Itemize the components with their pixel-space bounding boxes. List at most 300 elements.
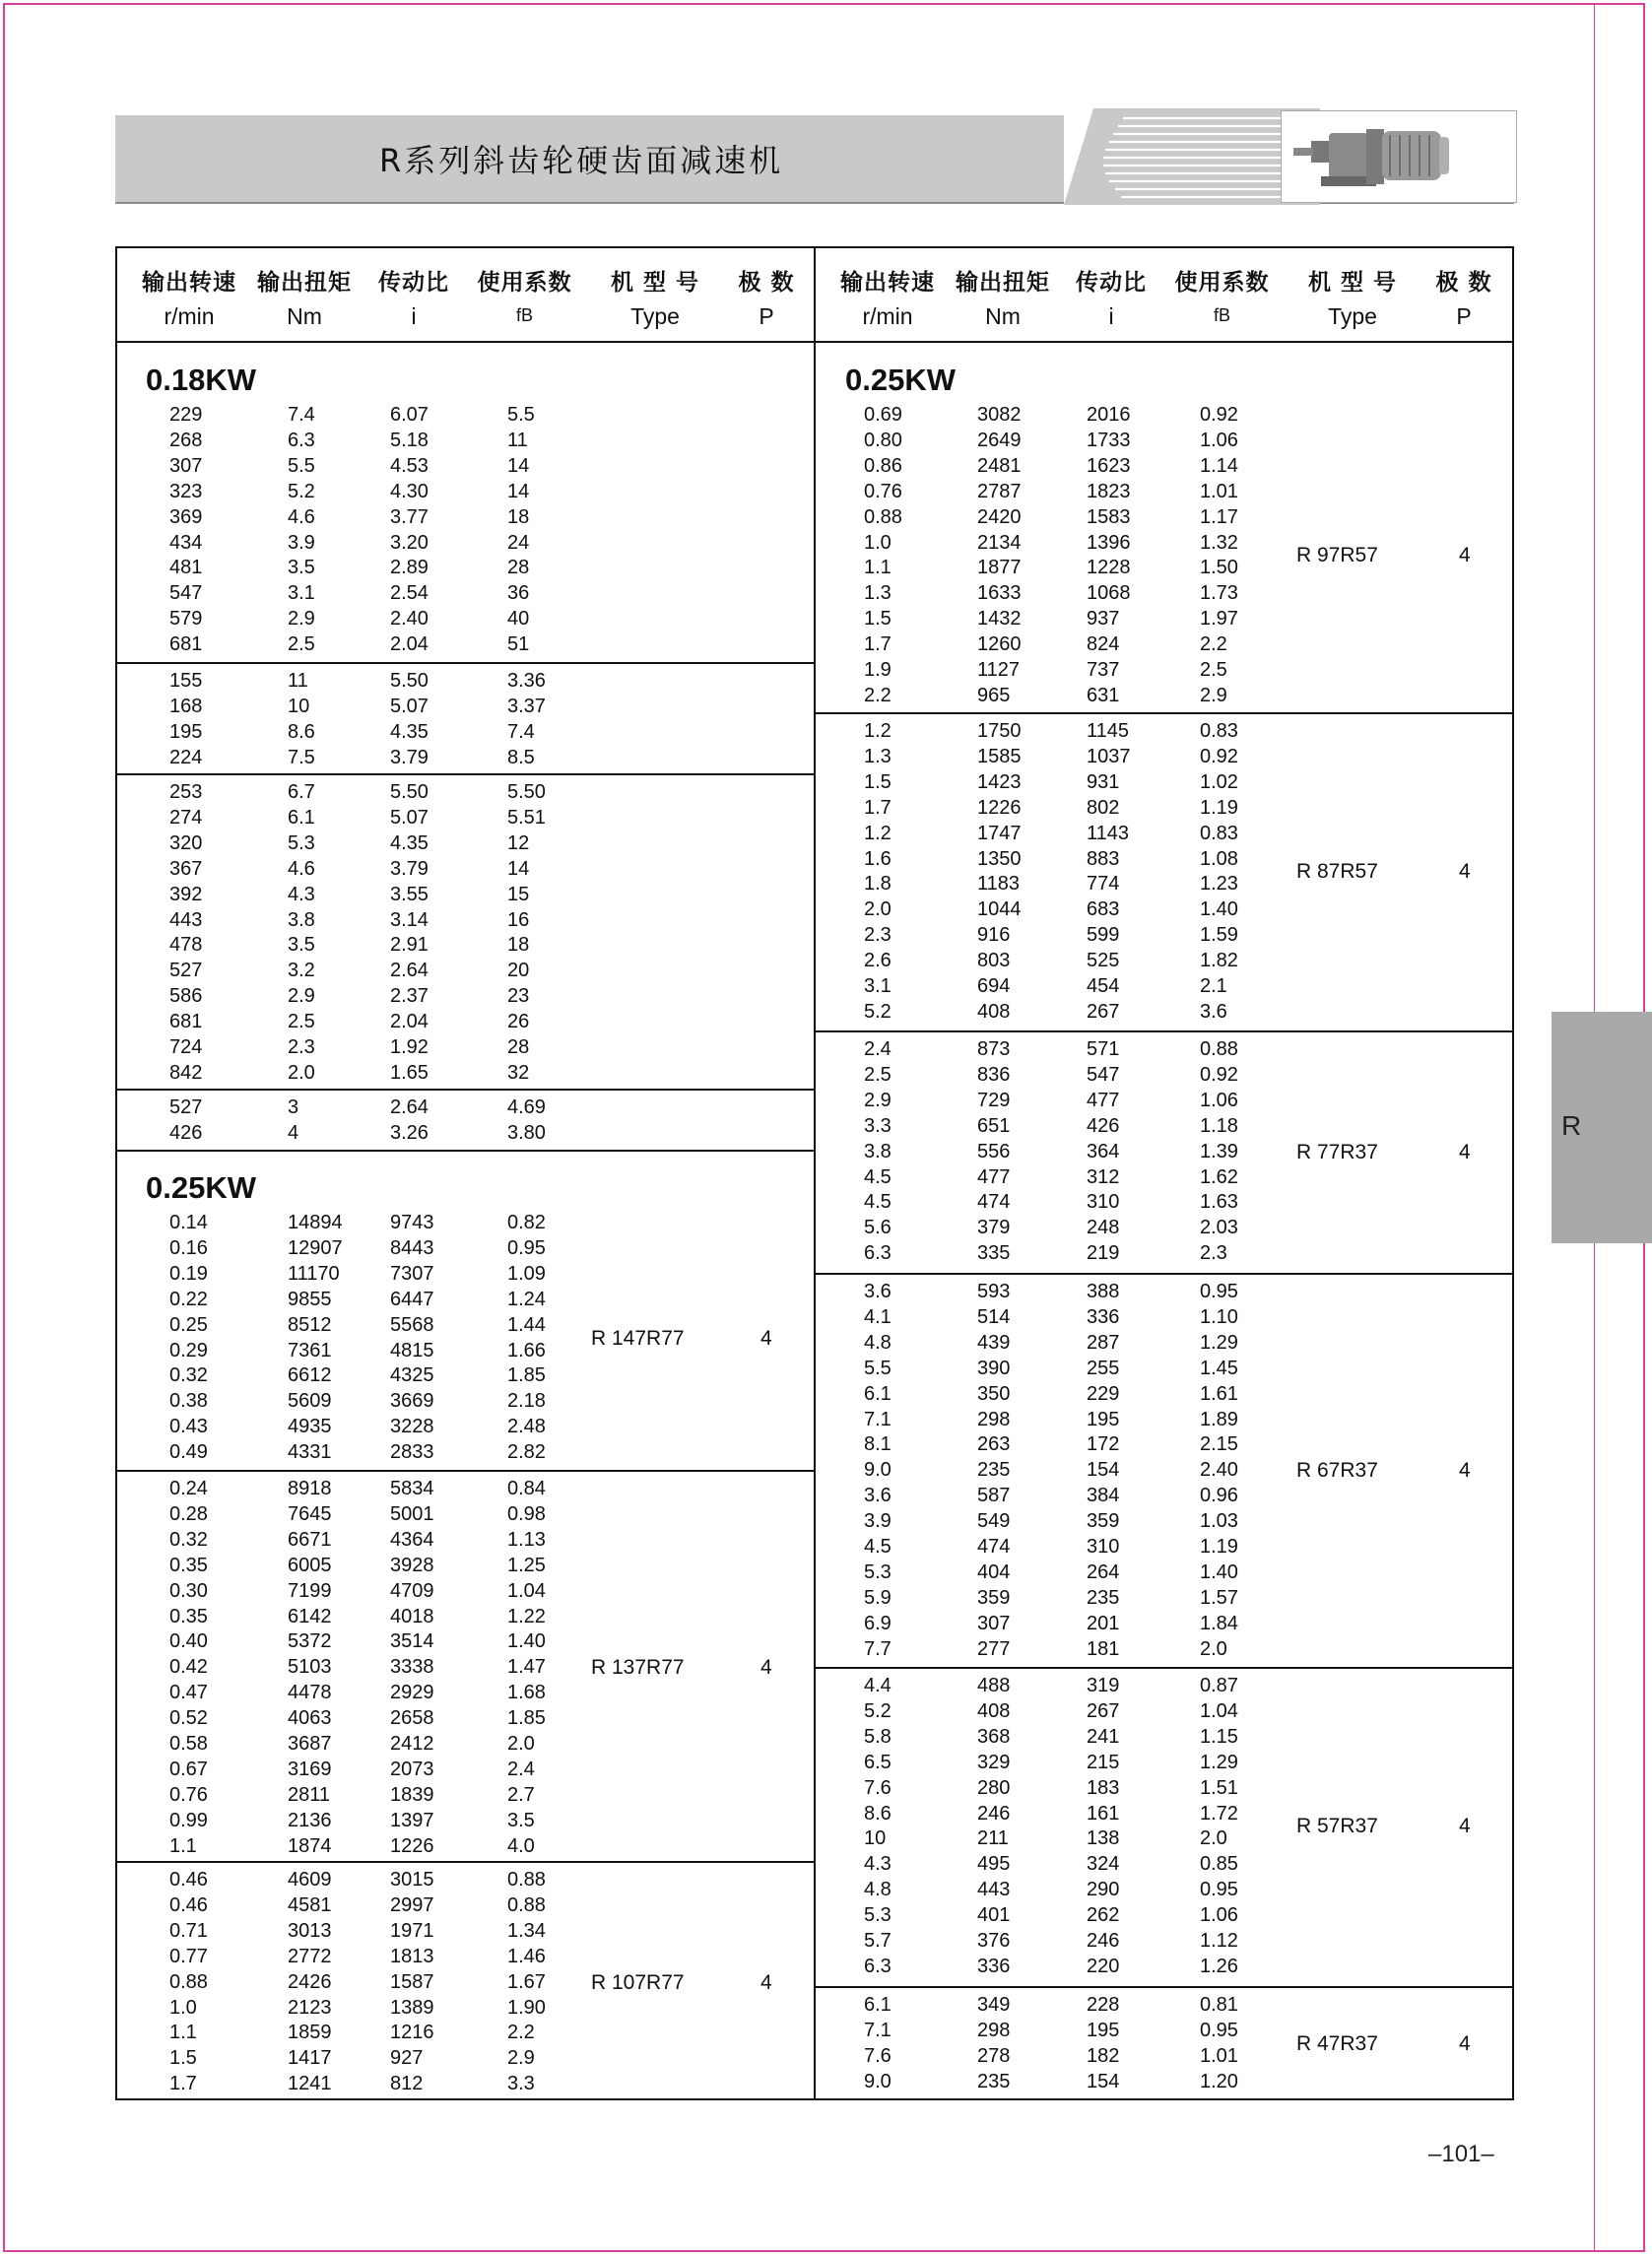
speed-value: 274 bbox=[169, 806, 203, 829]
torque-value: 5372 bbox=[288, 1630, 332, 1653]
torque-value: 5.2 bbox=[288, 480, 315, 502]
ratio-value: 154 bbox=[1087, 2070, 1120, 2092]
ratio-value: 290 bbox=[1087, 1879, 1120, 1901]
torque-value: 1226 bbox=[977, 796, 1022, 819]
speed-value: 4.5 bbox=[864, 1165, 892, 1188]
ratio-value: 5834 bbox=[390, 1478, 434, 1499]
torque-value: 8.6 bbox=[288, 720, 315, 743]
ratio-value: 4815 bbox=[390, 1339, 434, 1361]
group-separator bbox=[115, 773, 814, 775]
speed-value: 2.3 bbox=[864, 924, 892, 947]
factor-value: 1.90 bbox=[507, 1996, 546, 2019]
factor-value: 1.39 bbox=[1200, 1140, 1238, 1162]
ratio-value: 183 bbox=[1087, 1776, 1120, 1799]
pole-count: 4 bbox=[1459, 1459, 1471, 1483]
torque-value: 5609 bbox=[288, 1390, 332, 1413]
factor-value: 1.84 bbox=[1200, 1612, 1238, 1634]
factor-value: 1.72 bbox=[1200, 1802, 1238, 1825]
model-type-label: R 77R37 bbox=[1296, 1140, 1378, 1163]
speed-value: 8.1 bbox=[864, 1433, 892, 1456]
factor-value: 2.15 bbox=[1200, 1433, 1238, 1456]
torque-value: 390 bbox=[977, 1357, 1011, 1379]
factor-value: 32 bbox=[507, 1061, 530, 1084]
factor-value: 24 bbox=[507, 531, 530, 554]
torque-value: 1417 bbox=[288, 2047, 332, 2070]
speed-value: 0.19 bbox=[169, 1262, 208, 1285]
torque-value: 1750 bbox=[977, 720, 1022, 742]
ratio-value: 336 bbox=[1087, 1305, 1120, 1328]
speed-value: 0.46 bbox=[169, 1893, 208, 1916]
speed-value: 0.14 bbox=[169, 1212, 208, 1233]
ratio-value: 2658 bbox=[390, 1707, 434, 1730]
factor-value: 2.3 bbox=[1200, 1242, 1227, 1265]
col-poles-en: P bbox=[1456, 303, 1472, 329]
ratio-value: 426 bbox=[1087, 1114, 1120, 1137]
ratio-value: 1813 bbox=[390, 1945, 434, 1967]
ratio-value: 2.64 bbox=[390, 960, 429, 982]
torque-value: 7.5 bbox=[288, 746, 315, 768]
factor-value: 1.06 bbox=[1200, 1089, 1238, 1111]
ratio-value: 181 bbox=[1087, 1637, 1120, 1660]
factor-value: 0.96 bbox=[1200, 1485, 1238, 1507]
model-type-label: R 97R57 bbox=[1296, 544, 1378, 567]
factor-value: 1.40 bbox=[507, 1630, 546, 1653]
col-torque-cn: 输出扭矩 bbox=[257, 270, 352, 296]
factor-value: 2.9 bbox=[507, 2047, 535, 2070]
torque-value: 6612 bbox=[288, 1364, 332, 1387]
speed-value: 1.3 bbox=[864, 745, 892, 767]
torque-value: 5.5 bbox=[288, 454, 315, 477]
torque-value: 7.4 bbox=[288, 404, 315, 426]
col-torque-en: Nm bbox=[287, 303, 322, 329]
speed-value: 5.9 bbox=[864, 1586, 892, 1609]
speed-value: 4.4 bbox=[864, 1675, 892, 1696]
speed-value: 681 bbox=[169, 633, 203, 656]
speed-value: 195 bbox=[169, 720, 203, 743]
col-speed-cn: 输出转速 bbox=[142, 270, 236, 296]
speed-value: 5.8 bbox=[864, 1725, 892, 1748]
torque-value: 211 bbox=[977, 1827, 1009, 1850]
torque-value: 6005 bbox=[288, 1554, 332, 1576]
ratio-value: 287 bbox=[1087, 1331, 1120, 1354]
col-speed-cn: 输出转速 bbox=[840, 270, 935, 296]
ratio-value: 937 bbox=[1087, 608, 1120, 631]
factor-value: 0.87 bbox=[1200, 1675, 1238, 1696]
speed-value: 320 bbox=[169, 831, 203, 854]
torque-value: 1432 bbox=[977, 608, 1022, 631]
factor-value: 40 bbox=[507, 608, 530, 631]
ratio-value: 3.79 bbox=[390, 857, 429, 880]
group-separator bbox=[115, 1089, 814, 1091]
section-title-018kw: 0.18KW bbox=[146, 363, 256, 397]
torque-value: 488 bbox=[977, 1675, 1011, 1696]
speed-value: 1.0 bbox=[169, 1996, 197, 2019]
ratio-value: 324 bbox=[1087, 1853, 1120, 1876]
torque-value: 2787 bbox=[977, 480, 1022, 502]
speed-value: 392 bbox=[169, 883, 203, 905]
torque-value: 587 bbox=[977, 1485, 1011, 1507]
factor-value: 1.06 bbox=[1200, 1904, 1238, 1927]
ratio-value: 1587 bbox=[390, 1970, 434, 1993]
speed-value: 0.28 bbox=[169, 1502, 208, 1525]
torque-value: 10 bbox=[288, 695, 310, 717]
speed-value: 527 bbox=[169, 960, 203, 982]
torque-value: 3.5 bbox=[288, 934, 315, 957]
factor-value: 14 bbox=[507, 480, 530, 502]
factor-value: 18 bbox=[507, 505, 530, 528]
speed-value: 168 bbox=[169, 695, 203, 717]
torque-value: 3013 bbox=[288, 1919, 332, 1942]
speed-value: 527 bbox=[169, 1096, 203, 1118]
ratio-value: 1389 bbox=[390, 1996, 434, 2019]
ratio-value: 737 bbox=[1087, 659, 1120, 681]
ratio-value: 774 bbox=[1087, 873, 1120, 896]
section-title-025kw-left: 0.25KW bbox=[146, 1170, 256, 1205]
ratio-value: 201 bbox=[1087, 1612, 1120, 1634]
ratio-value: 3928 bbox=[390, 1554, 434, 1576]
torque-value: 916 bbox=[977, 924, 1011, 947]
torque-value: 6142 bbox=[288, 1605, 332, 1627]
ratio-value: 1037 bbox=[1087, 745, 1131, 767]
ratio-value: 8443 bbox=[390, 1236, 434, 1259]
torque-value: 2649 bbox=[977, 429, 1022, 451]
model-type-label: R 147R77 bbox=[591, 1326, 685, 1350]
col-type-en: Type bbox=[630, 303, 680, 329]
torque-value: 278 bbox=[977, 2044, 1011, 2067]
factor-value: 1.59 bbox=[1200, 924, 1238, 947]
factor-value: 26 bbox=[507, 1011, 530, 1033]
factor-value: 0.92 bbox=[1200, 404, 1238, 426]
factor-value: 1.47 bbox=[507, 1656, 546, 1679]
speed-value: 5.3 bbox=[864, 1904, 892, 1927]
col-factor-cn: 使用系数 bbox=[477, 270, 572, 296]
factor-value: 28 bbox=[507, 1036, 530, 1058]
speed-value: 586 bbox=[169, 985, 203, 1008]
speed-value: 4.8 bbox=[864, 1331, 892, 1354]
factor-value: 2.40 bbox=[1200, 1459, 1238, 1482]
torque-value: 4935 bbox=[288, 1416, 332, 1438]
col-factor-en: fB bbox=[1213, 305, 1230, 325]
torque-value: 408 bbox=[977, 1000, 1011, 1023]
torque-value: 2123 bbox=[288, 1996, 332, 2019]
factor-value: 4.69 bbox=[507, 1096, 546, 1118]
torque-value: 12907 bbox=[288, 1236, 343, 1259]
torque-value: 729 bbox=[977, 1089, 1011, 1111]
factor-value: 20 bbox=[507, 960, 530, 982]
ratio-value: 1397 bbox=[390, 1809, 434, 1831]
factor-value: 1.02 bbox=[1200, 770, 1238, 793]
torque-value: 2.3 bbox=[288, 1036, 315, 1058]
torque-value: 1877 bbox=[977, 557, 1022, 579]
torque-value: 3687 bbox=[288, 1733, 332, 1755]
factor-value: 3.80 bbox=[507, 1121, 546, 1144]
factor-value: 0.95 bbox=[1200, 1879, 1238, 1901]
speed-value: 6.1 bbox=[864, 1994, 892, 2016]
speed-value: 7.6 bbox=[864, 2044, 892, 2067]
torque-value: 2136 bbox=[288, 1809, 332, 1831]
ratio-value: 248 bbox=[1087, 1217, 1120, 1239]
col-ratio-en: i bbox=[1108, 303, 1114, 329]
col-ratio-en: i bbox=[411, 303, 417, 329]
factor-value: 1.19 bbox=[1200, 1536, 1238, 1558]
torque-value: 1633 bbox=[977, 582, 1022, 605]
group-separator bbox=[814, 1030, 1514, 1032]
torque-value: 3082 bbox=[977, 404, 1022, 426]
speed-value: 5.2 bbox=[864, 1000, 892, 1023]
ratio-value: 312 bbox=[1087, 1165, 1120, 1188]
torque-value: 4609 bbox=[288, 1869, 332, 1891]
factor-value: 0.88 bbox=[507, 1893, 546, 1916]
ratio-value: 5.07 bbox=[390, 695, 429, 717]
ratio-value: 195 bbox=[1087, 2019, 1120, 2041]
ratio-value: 2929 bbox=[390, 1682, 434, 1704]
speed-value: 8.6 bbox=[864, 1802, 892, 1825]
ratio-value: 364 bbox=[1087, 1140, 1120, 1162]
ratio-value: 1226 bbox=[390, 1834, 434, 1857]
torque-value: 3.8 bbox=[288, 908, 315, 931]
torque-value: 246 bbox=[977, 1802, 1011, 1825]
speed-value: 1.1 bbox=[169, 1834, 197, 1857]
speed-value: 2.5 bbox=[864, 1063, 892, 1086]
factor-value: 1.09 bbox=[507, 1262, 546, 1285]
speed-value: 0.49 bbox=[169, 1441, 208, 1464]
factor-value: 14 bbox=[507, 454, 530, 477]
model-type-label: R 57R37 bbox=[1296, 1815, 1378, 1838]
speed-value: 0.32 bbox=[169, 1364, 208, 1387]
factor-value: 1.01 bbox=[1200, 2044, 1238, 2067]
factor-value: 3.5 bbox=[507, 1809, 535, 1831]
torque-value: 2.5 bbox=[288, 633, 315, 656]
ratio-value: 2.04 bbox=[390, 633, 429, 656]
speed-value: 0.46 bbox=[169, 1869, 208, 1891]
speed-value: 7.1 bbox=[864, 1408, 892, 1430]
factor-value: 1.85 bbox=[507, 1364, 546, 1387]
speed-value: 0.24 bbox=[169, 1478, 208, 1499]
factor-value: 1.85 bbox=[507, 1707, 546, 1730]
factor-value: 0.95 bbox=[507, 1236, 546, 1259]
ratio-value: 4325 bbox=[390, 1364, 434, 1387]
col-type-cn: 机 型 号 bbox=[610, 270, 699, 296]
pole-count: 4 bbox=[1459, 1140, 1471, 1163]
speed-value: 1.3 bbox=[864, 582, 892, 605]
speed-value: 6.9 bbox=[864, 1612, 892, 1634]
speed-value: 0.88 bbox=[864, 505, 902, 528]
col-type-cn: 机 型 号 bbox=[1307, 270, 1397, 296]
torque-value: 474 bbox=[977, 1191, 1011, 1214]
factor-value: 1.01 bbox=[1200, 480, 1238, 502]
speed-value: 9.0 bbox=[864, 1459, 892, 1482]
factor-value: 1.25 bbox=[507, 1554, 546, 1576]
ratio-value: 154 bbox=[1087, 1459, 1120, 1482]
factor-value: 0.92 bbox=[1200, 745, 1238, 767]
ratio-value: 1143 bbox=[1087, 822, 1130, 844]
col-torque-cn: 输出扭矩 bbox=[956, 270, 1050, 296]
ratio-value: 2833 bbox=[390, 1441, 434, 1464]
torque-value: 1747 bbox=[977, 822, 1022, 844]
torque-value: 443 bbox=[977, 1879, 1011, 1901]
torque-value: 336 bbox=[977, 1955, 1011, 1977]
factor-value: 2.9 bbox=[1200, 684, 1227, 706]
factor-value: 3.6 bbox=[1200, 1000, 1227, 1023]
torque-value: 1044 bbox=[977, 898, 1022, 921]
torque-value: 1859 bbox=[288, 2022, 332, 2044]
speed-value: 229 bbox=[169, 404, 203, 426]
torque-value: 7361 bbox=[288, 1339, 332, 1361]
factor-value: 1.50 bbox=[1200, 557, 1238, 579]
ratio-value: 9743 bbox=[390, 1212, 434, 1233]
speed-value: 681 bbox=[169, 1011, 203, 1033]
ratio-value: 195 bbox=[1087, 1408, 1120, 1430]
factor-value: 0.81 bbox=[1200, 1994, 1238, 2016]
ratio-value: 172 bbox=[1087, 1433, 1120, 1456]
speed-value: 5.7 bbox=[864, 1930, 892, 1952]
torque-value: 3.2 bbox=[288, 960, 315, 982]
speed-value: 0.76 bbox=[864, 480, 902, 502]
factor-value: 2.82 bbox=[507, 1441, 546, 1464]
ratio-value: 2073 bbox=[390, 1758, 434, 1780]
ratio-value: 246 bbox=[1087, 1930, 1120, 1952]
ratio-value: 631 bbox=[1087, 684, 1120, 706]
ratio-value: 547 bbox=[1087, 1063, 1120, 1086]
factor-value: 1.68 bbox=[507, 1682, 546, 1704]
col-factor-en: fB bbox=[515, 305, 533, 325]
torque-value: 8512 bbox=[288, 1313, 332, 1336]
factor-value: 1.40 bbox=[1200, 1560, 1238, 1583]
col-ratio-cn: 传动比 bbox=[1076, 270, 1147, 296]
group-separator bbox=[115, 1470, 814, 1472]
speed-value: 6.5 bbox=[864, 1751, 892, 1773]
factor-value: 18 bbox=[507, 934, 530, 957]
factor-value: 2.48 bbox=[507, 1416, 546, 1438]
factor-value: 1.67 bbox=[507, 1970, 546, 1993]
ratio-value: 525 bbox=[1087, 950, 1120, 972]
speed-value: 3.3 bbox=[864, 1114, 892, 1137]
torque-value: 6.3 bbox=[288, 429, 315, 451]
ratio-value: 1.65 bbox=[390, 1061, 429, 1084]
speed-value: 478 bbox=[169, 934, 203, 957]
ratio-value: 262 bbox=[1087, 1904, 1120, 1927]
ratio-value: 1068 bbox=[1087, 582, 1131, 605]
torque-value: 235 bbox=[977, 1459, 1011, 1482]
section-title-025kw-right: 0.25KW bbox=[845, 363, 956, 397]
gearmotor-icon bbox=[1282, 111, 1516, 202]
ratio-value: 3015 bbox=[390, 1869, 434, 1891]
ratio-value: 2.64 bbox=[390, 1096, 429, 1118]
speed-value: 5.6 bbox=[864, 1217, 892, 1239]
torque-value: 1350 bbox=[977, 847, 1022, 870]
torque-value: 4 bbox=[288, 1121, 299, 1144]
speed-value: 443 bbox=[169, 908, 203, 931]
torque-value: 408 bbox=[977, 1699, 1011, 1722]
factor-value: 1.51 bbox=[1200, 1776, 1238, 1799]
torque-value: 298 bbox=[977, 2019, 1011, 2041]
group-separator bbox=[115, 1150, 814, 1152]
group-separator bbox=[814, 1667, 1514, 1669]
factor-value: 0.98 bbox=[507, 1502, 546, 1525]
torque-value: 329 bbox=[977, 1751, 1011, 1773]
torque-value: 2.5 bbox=[288, 1011, 315, 1033]
factor-value: 2.7 bbox=[507, 1783, 535, 1806]
ratio-value: 241 bbox=[1087, 1725, 1120, 1748]
speed-value: 3.6 bbox=[864, 1281, 892, 1302]
ratio-value: 310 bbox=[1087, 1191, 1120, 1214]
side-tab-label: R bbox=[1561, 1110, 1582, 1141]
speed-value: 7.7 bbox=[864, 1637, 892, 1660]
torque-value: 3169 bbox=[288, 1758, 332, 1780]
ratio-value: 4709 bbox=[390, 1579, 434, 1602]
gearmotor-image bbox=[1281, 110, 1517, 203]
torque-value: 2.9 bbox=[288, 985, 315, 1008]
torque-value: 7645 bbox=[288, 1502, 332, 1525]
speed-value: 1.2 bbox=[864, 822, 892, 844]
torque-value: 349 bbox=[977, 1994, 1011, 2016]
ratio-value: 4018 bbox=[390, 1605, 434, 1627]
factor-value: 1.46 bbox=[507, 1945, 546, 1967]
speed-value: 0.22 bbox=[169, 1288, 208, 1310]
ratio-value: 5.50 bbox=[390, 781, 429, 803]
speed-value: 0.86 bbox=[864, 454, 902, 477]
speed-value: 0.38 bbox=[169, 1390, 208, 1413]
speed-value: 0.67 bbox=[169, 1758, 208, 1780]
ratio-value: 5001 bbox=[390, 1502, 434, 1525]
factor-value: 51 bbox=[507, 633, 530, 656]
ratio-value: 3.55 bbox=[390, 883, 429, 905]
torque-value: 404 bbox=[977, 1560, 1011, 1583]
torque-value: 1585 bbox=[977, 745, 1022, 767]
ratio-value: 3.77 bbox=[390, 505, 429, 528]
ratio-value: 319 bbox=[1087, 1675, 1120, 1696]
ratio-value: 802 bbox=[1087, 796, 1120, 819]
speed-value: 1.2 bbox=[864, 720, 892, 742]
factor-value: 1.57 bbox=[1200, 1586, 1238, 1609]
factor-value: 1.62 bbox=[1200, 1165, 1238, 1188]
speed-value: 3.9 bbox=[864, 1510, 892, 1533]
speed-value: 0.88 bbox=[169, 1970, 208, 1993]
ratio-value: 1823 bbox=[1087, 480, 1131, 502]
model-type-label: R 67R37 bbox=[1296, 1459, 1378, 1483]
ratio-value: 2412 bbox=[390, 1733, 434, 1755]
pole-count: 4 bbox=[1459, 1815, 1471, 1838]
speed-value: 6.3 bbox=[864, 1955, 892, 1977]
speed-value: 0.69 bbox=[864, 404, 902, 426]
factor-value: 1.89 bbox=[1200, 1408, 1238, 1430]
torque-value: 379 bbox=[977, 1217, 1011, 1239]
speed-value: 307 bbox=[169, 454, 203, 477]
torque-value: 9855 bbox=[288, 1288, 332, 1310]
speed-value: 2.9 bbox=[864, 1089, 892, 1111]
torque-value: 2811 bbox=[288, 1783, 331, 1806]
col-speed-en: r/min bbox=[862, 303, 913, 329]
factor-value: 1.63 bbox=[1200, 1191, 1238, 1214]
col-torque-en: Nm bbox=[985, 303, 1021, 329]
ratio-value: 182 bbox=[1087, 2044, 1120, 2067]
torque-value: 7199 bbox=[288, 1579, 332, 1602]
speed-value: 0.47 bbox=[169, 1682, 208, 1704]
ratio-value: 235 bbox=[1087, 1586, 1120, 1609]
ratio-value: 215 bbox=[1087, 1751, 1120, 1773]
ratio-value: 927 bbox=[390, 2047, 424, 2070]
speed-value: 0.32 bbox=[169, 1528, 208, 1551]
speed-value: 0.42 bbox=[169, 1656, 208, 1679]
factor-value: 0.88 bbox=[1200, 1038, 1238, 1060]
factor-value: 1.12 bbox=[1200, 1930, 1238, 1952]
factor-value: 0.83 bbox=[1200, 822, 1238, 844]
torque-value: 514 bbox=[977, 1305, 1011, 1328]
ratio-value: 5.07 bbox=[390, 806, 429, 829]
ratio-value: 2.91 bbox=[390, 934, 429, 957]
ratio-value: 5.18 bbox=[390, 429, 429, 451]
factor-value: 1.24 bbox=[507, 1288, 546, 1310]
